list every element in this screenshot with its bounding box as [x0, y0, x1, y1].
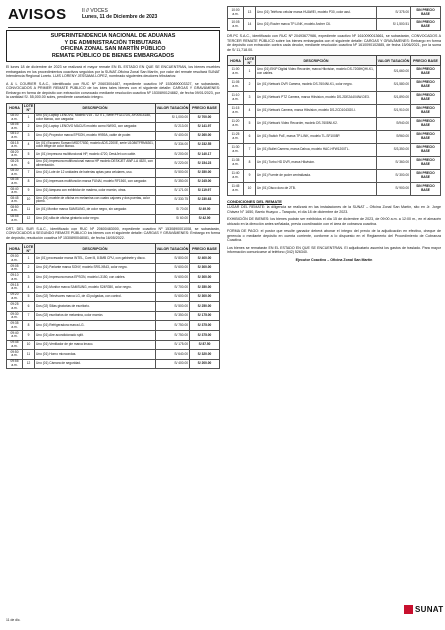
lots-table	[6, 103, 220, 224]
cell-precio: S/ 49.00	[190, 205, 220, 214]
cell-hora: 08:55 a.m.	[7, 214, 23, 223]
col-header-hora: HORA	[7, 244, 23, 254]
cell-lote: 3	[244, 92, 256, 105]
table-row	[228, 105, 441, 118]
publication-date: Lunes, 11 de Diciembre de 2023	[82, 14, 158, 20]
cell-descripcion: Uno (01) impresora multifunción marca FUNAI, modelo RF1560, con cargador.	[35, 177, 156, 186]
cell-valor: S/ 600.00	[156, 263, 190, 273]
table-row	[7, 254, 220, 264]
cell-valor: S/ 700.00	[156, 283, 190, 293]
table-row	[7, 187, 220, 196]
col-header-descripcion: DESCRIPCIÓN	[35, 244, 156, 254]
cell-lote: 4	[23, 141, 35, 150]
cell-descripcion: Uno (01) Cámara de seguridad.	[35, 359, 156, 369]
cell-hora: 10:00 a.m.	[228, 7, 244, 19]
col-header-lote: LOTE N°	[23, 244, 34, 253]
section-title: AVISOS	[8, 6, 67, 23]
cell-hora: 09:55 a.m.	[7, 359, 23, 369]
cell-valor: S/ 300.00	[377, 170, 411, 183]
cell-valor: S/ 900.00	[377, 183, 411, 196]
cell-descripcion: Uno (01) lámpara con exhibidor de madera, color marrón, otras.	[35, 187, 156, 196]
cell-valor: S/1,890.00	[377, 92, 411, 105]
table-header-row	[228, 56, 441, 66]
cell-lote: 3	[23, 131, 35, 140]
cell-hora: 08:50 a.m.	[7, 205, 23, 214]
cell-lote: 8	[23, 321, 35, 331]
table-row	[7, 263, 220, 273]
cell-precio: SIN PRECIO BASE	[411, 183, 441, 196]
cell-hora: 09:20 a.m.	[7, 292, 23, 302]
cell-descripcion: Uno (01) Monitor marca SAMSUNG, modelo S24R350, color negro.	[35, 283, 156, 293]
table-row	[7, 302, 220, 312]
lots-table	[6, 243, 220, 369]
cell-valor: S/ 330.75	[156, 196, 190, 205]
cell-hora: 10:05 a.m.	[228, 19, 244, 31]
cell-lote: 7	[244, 144, 256, 157]
cell-descripcion: Un (01) Network Camera, marca Hikvision, modelo DS-2CD1043G0-I.	[256, 105, 377, 118]
cell-descripcion: Un (01) Bullet Camera, marca Dahua, modelo HAC-HFW1200TL.	[256, 144, 377, 157]
cell-valor: S/ 800.00	[156, 254, 190, 264]
page-header	[8, 6, 220, 28]
cell-lote: 7	[23, 168, 35, 177]
table-row	[7, 141, 220, 150]
cell-hora: 09:05 a.m.	[7, 263, 23, 273]
col-header-hora: HORA	[7, 103, 23, 113]
cell-descripcion: Uno (01) Proyector marca EPSON, modelo H959A, cable de poder.	[35, 131, 156, 140]
notice-title-line: OFICINA ZONAL SAN MARTÍN PÚBLICO	[60, 46, 166, 52]
table-row	[7, 331, 220, 341]
col-header-precio: PRECIO BASE	[190, 103, 220, 113]
cell-lote: 1	[23, 254, 35, 264]
sunat-logo-text: SUNAT	[415, 605, 444, 614]
col-header-valor: VALOR TASACIÓN	[377, 56, 411, 66]
cell-precio: S/ 350.00	[190, 283, 220, 293]
cell-descripcion: Uno (01) Impresora multifuncional marca HP modelo DESKJET AWF-LA 4520, con alimentación.	[35, 159, 156, 168]
cell-descripcion: Un (01) Disco duro de 2TB.	[256, 183, 377, 196]
cell-valor: S/ 600.00	[156, 292, 190, 302]
cell-valor: S/960.00	[377, 131, 411, 144]
cell-valor: S/ 600.00	[156, 273, 190, 283]
cell-descripcion: Uno (01) Laptop LENOVO MACUS modelo como NW0G, con cargador.	[35, 122, 156, 131]
cell-valor: S/ 220.00	[156, 159, 190, 168]
cell-descripcion: Uno (01) silla de oficina giratoria color negro.	[35, 214, 156, 223]
cell-lote: 10	[23, 340, 35, 350]
cell-valor: S/ 360.00	[377, 157, 411, 170]
cell-lote: 5	[23, 150, 35, 159]
col-header-descripcion: DESCRIPCIÓN	[35, 103, 156, 113]
cell-precio: SIN PRECIO BASE	[411, 92, 441, 105]
cell-valor: S/ 334.00	[156, 141, 190, 150]
cell-descripcion: Uno (01) Laptop LENOVO, Modelo V15 - G2 ITL, Serie PF3J17DS, AY00514188, color blanco, con cargador.	[35, 113, 156, 122]
cell-hora: 11:05 a.m.	[228, 79, 244, 92]
cell-lote: 8	[23, 177, 35, 186]
table-row	[7, 283, 220, 293]
header-meta	[82, 8, 157, 20]
col-header-descripcion: DESCRIPCIÓN	[256, 56, 377, 66]
cell-hora: 11:35 a.m.	[228, 157, 244, 170]
cell-valor: S/ 350.00	[156, 311, 190, 321]
cell-hora: 11:40 a.m.	[228, 170, 244, 183]
table-row	[7, 150, 220, 159]
col-header-lote: LOTE N°	[23, 104, 34, 112]
cell-hora: 09:45 a.m.	[7, 340, 23, 350]
left-column	[6, 30, 220, 372]
cell-lote: 4	[23, 283, 35, 293]
cell-precio: S/ 320.00	[190, 350, 220, 360]
cell-hora: 09:10 a.m.	[7, 273, 23, 283]
cell-valor: S/ 171.00	[156, 187, 190, 196]
cell-lote: 9	[244, 170, 256, 183]
cell-descripcion: Un (01) Fuente de poder centralizada.	[256, 170, 377, 183]
cell-descripcion: Uno (01) Refrigeradora marca LG.	[35, 321, 156, 331]
cell-valor: S/ 175.00	[156, 340, 190, 350]
notice-title-line: SUPERINTENDENCIA NACIONAL DE ADUANAS	[50, 33, 176, 39]
cell-precio: S/ 300.00	[190, 263, 220, 273]
cell-valor: S/ 640.00	[156, 350, 190, 360]
lots-table-continued	[227, 6, 441, 31]
cell-descripcion: Un (01) Network Video Recorder, modelo DS-7608NI-K2.	[256, 118, 377, 131]
debtor-paragraph: DRT. DEL SUR S.A.C., identificado con RUC Nº 20600483000, expediente coactivo Nº 1530890001008, se subastarán, CONVOCADOS A SEGUNDO REMATE PÚBLICO los bienes con el siguiente detalle: CARGAS Y GRAVÁMENES: Embargo en forma de depósito, resolución coactiva Nº 1530890048081, de fecha 16/05/2022.	[6, 226, 220, 240]
lots-table	[227, 55, 441, 196]
cell-hora: 09:15 a.m.	[7, 283, 23, 293]
cell-precio: S/ 200.00	[190, 359, 220, 369]
cell-precio: S/ 87.50	[190, 340, 220, 350]
cell-descripcion: Uno (01) Parlante marca SONY, modelo SRS-XB43, color negro.	[35, 263, 156, 273]
table-row	[228, 131, 441, 144]
cell-hora: 09:00 a.m.	[7, 254, 23, 264]
table-row	[7, 273, 220, 283]
cell-valor: S/ 70.00	[156, 205, 190, 214]
cell-lote: 5	[244, 118, 256, 131]
cell-lote: 2	[244, 79, 256, 92]
cell-hora: 09:25 a.m.	[7, 302, 23, 312]
cell-descripcion: Un (01) Network DVR Camera, modelo DS-7604NI-K1, color negro.	[256, 79, 377, 92]
sunat-logo-icon	[404, 605, 413, 614]
cell-precio: S/ 300.00	[190, 292, 220, 302]
notice-title-line: REMATE PÚBLICO DE BIENES EMBARGADOS	[51, 52, 175, 59]
cell-precio: S/ 175.00	[190, 311, 220, 321]
cell-descripcion: Un (01) Monitor marca SAMSUNG, de color negro, sin cargador.	[35, 205, 156, 214]
cell-precio: S/ 300.00	[190, 273, 220, 283]
cell-descripcion: Dos (02) Sillas giratorias de escritorio.	[35, 302, 156, 312]
table-row	[7, 113, 220, 122]
cell-descripcion: Un (01) procesador marca INTEL, Core i5, 8.5MB CPU, con gabinete y disco.	[35, 254, 156, 264]
signature-line: Ejecutor Coactivo – Oficina Zonal San Martín	[295, 257, 373, 262]
cell-hora: 09:30 a.m.	[7, 311, 23, 321]
debtor-paragraph: A & L COURIER S.A.C., identificado con RUC Nº 20603004487, expediente coactivo Nº 1530890003327, se subastarán, CONVOCADOS A PRIMER REMATE PÚBLICO de los lotes tales bienes con el siguiente detalle: CARGAS Y GRAVÁMENES: Embargo en forma de depósito con extracción convocado mediante resolución coactiva Nº 1530890124882, de fecha 09/01/2023, por la cantidad S/. 55,000.00 soles, pendiente cancelado íntegro.	[6, 81, 220, 99]
notice-title-box	[6, 30, 220, 62]
condition-paragraph: EXHIBICIÓN DE BIENES: los bienes podrán ser exhibidos el día 15 de diciembre de 2023, de 09:00 a.m. a 12:00 m., en el almacén ubicado en la dirección antes señalada, previa coordinación con el área de cobranza coactiva.	[227, 217, 441, 226]
col-header-valor: VALOR TASACIÓN	[156, 244, 190, 254]
cell-lote: 2	[23, 122, 35, 131]
cell-precio: SIN PRECIO BASE	[411, 144, 441, 157]
cell-valor: S/ 1,000.00	[156, 113, 190, 122]
cell-descripcion: Un (01) Impresora multifuncional HP, modelo 4720, DeskJet con cable.	[35, 150, 156, 159]
cell-lote: 11	[23, 350, 35, 360]
cell-precio: S/ 700.00	[190, 113, 220, 122]
table-row	[7, 205, 220, 214]
col-header-precio: PRECIO BASE	[411, 56, 441, 66]
table-row	[7, 196, 220, 205]
cell-valor: S/ 350.00	[156, 177, 190, 186]
cell-precio: SIN PRECIO BASE	[411, 157, 441, 170]
cell-valor: S/ 400.00	[156, 359, 190, 369]
condition-paragraph: LUGAR DEL REMATE: la diligencia se realizará en las instalaciones de la SUNAT – Oficina Zonal San Martín, sito en Jr. Jorge Chávez N° 1650, Barrio Huayco – Tarapoto, el día 18 de diciembre de 2023.	[227, 205, 441, 214]
cell-descripcion: Un (01) Turbo HD DVR, marca Hikvision.	[256, 157, 377, 170]
condition-paragraph: FORMA DE PAGO: el postor que resulte ganador deberá abonar el íntegro del precio de la adjudicación en efectivo, cheque de gerencia o mediante depósito en cuenta corriente, conforme a lo dispuesto en el Reglamento del Procedimiento de Cobranza Coactiva.	[227, 229, 441, 242]
cell-lote: 8	[244, 157, 256, 170]
cell-precio: SIN PRECIO BASE	[411, 79, 441, 92]
cell-hora: 08:00 a.m.	[7, 113, 23, 122]
table-row	[7, 292, 220, 302]
cell-precio: S/ 400.00	[190, 254, 220, 264]
debtor-paragraph: DR.PC S.A.C., identificado con RUC Nº 20493677986, expediente coactivo Nº 1610090013661, se subastarán, CONVOCADOS A TERCER REMATE PÚBLICO sobre los bienes embargados con el siguiente detalle: CARGAS Y GRAVÁMENES: Embargo en forma de depósito con extracción contra cada deudor, mediante resolución coactiva Nº 1610090102885, de fecha 15/06/2021, por la suma de S/ 11,718.00.	[227, 34, 441, 52]
cell-descripcion: Dos (02) Televisores marca LG, de 43 pulgadas, con control.	[35, 292, 156, 302]
cell-valor: S/ 375.00	[377, 7, 411, 19]
cell-descripcion: Uno (01) Aire acondicionado split.	[35, 331, 156, 341]
cell-lote: 6	[23, 159, 35, 168]
cell-lote: 11	[23, 205, 35, 214]
cell-valor: S/ 750.00	[156, 331, 190, 341]
cell-descripcion: Un (01) Switch PoE, marca TP-LINK, modelo TL-SF1008P.	[256, 131, 377, 144]
cell-precio: S/ 232.55	[190, 141, 220, 150]
cell-hora: 11:25 a.m.	[228, 131, 244, 144]
cell-descripcion: Uno (01) Router marca TP-LINK, modelo Archer C6.	[256, 19, 377, 31]
col-header-precio: PRECIO BASE	[190, 244, 220, 254]
cell-lote: 1	[244, 66, 256, 79]
cell-precio: S/ 42.00	[190, 214, 220, 223]
cell-lote: 12	[23, 359, 35, 369]
cell-hora: 11:45 a.m.	[228, 183, 244, 196]
table-row	[228, 170, 441, 183]
cell-hora: 11:30 a.m.	[228, 144, 244, 157]
cell-lote: 10	[23, 196, 35, 205]
col-header-hora: HORA	[228, 56, 244, 66]
cell-precio: S/ 350.00	[190, 168, 220, 177]
cell-precio: S/ 260.00	[190, 131, 220, 140]
condition-paragraph: Los bienes se rematarán EN EL ESTADO EN QUE SE ENCUENTRAN. El adjudicatario asumirá los gastos de traslado. Para mayor información comunicarse al teléfono (042) 526340.	[227, 245, 441, 254]
table-row	[228, 118, 441, 131]
cell-precio: S/ 119.97	[190, 187, 220, 196]
section-label: II // VOCES	[82, 8, 108, 14]
table-row	[7, 168, 220, 177]
conditions-heading: CONDICIONES DEL REMATE	[227, 199, 282, 204]
table-row	[7, 340, 220, 350]
cell-descripcion: Un (01) Escaneo Somaxi MSD77830, modelo ADS-2200E, serie U1086TFRM6301, color beige de color blanco.	[36, 140, 154, 149]
cell-lote: 6	[244, 131, 256, 144]
table-row	[7, 214, 220, 223]
page-footer-date: 11 de dic.	[6, 618, 21, 622]
col-header-lote: LOTE N°	[244, 56, 255, 65]
cell-valor: S/ 1,500.51	[377, 19, 411, 31]
table-row	[7, 159, 220, 168]
cell-hora: 11:20 a.m.	[228, 118, 244, 131]
cell-hora: 11:10 a.m.	[228, 92, 244, 105]
cell-hora: 08:10 a.m.	[7, 131, 23, 140]
cell-lote: 7	[23, 311, 35, 321]
cell-valor: S/940.00	[377, 118, 411, 131]
table-row	[228, 144, 441, 157]
cell-hora: 08:25 a.m.	[7, 159, 23, 168]
cell-valor: S/ 500.00	[156, 168, 190, 177]
cell-hora: 08:40 a.m.	[7, 187, 23, 196]
table-row	[7, 311, 220, 321]
cell-descripcion: Uno (01) Impresora marca EPSON, modelo L3150, con cables.	[35, 273, 156, 283]
cell-descripcion: Uno (01) Teléfono celular marca HUAWEI, modelo P30, color azul.	[256, 7, 377, 19]
cell-valor: S/ 60.00	[156, 214, 190, 223]
cell-lote: 9	[23, 331, 35, 341]
cell-valor: S/ 750.00	[156, 321, 190, 331]
cell-valor: S/1,910.00	[377, 105, 411, 118]
cell-valor: S/ 400.00	[156, 131, 190, 140]
cell-precio: SIN PRECIO BASE	[411, 19, 441, 31]
cell-lote: 12	[23, 214, 35, 223]
notice-title-line: Y DE ADMINISTRACIÓN TRIBUTARIA	[64, 39, 162, 46]
intro-paragraph: El lunes 18 de diciembre de 2023 se realizará el mayor remate EN EL ESTADO EN QUE SE ENCUENTRAN, los bienes muebles embargados en los procedimientos coactivos seguidos por la SUNAT-Oficina Zonal San Martín, por valor del remate resultará SUNAT Intendencia Regional Loreto. LUIS LORENY JESSAMA LOPEZ, nombrado siguientes deudores tributarios:	[6, 65, 220, 78]
cell-descripcion: Uno (01) mueble de oficina en melamina con cuatro cajones y dos puertas, color plomo.	[35, 196, 156, 205]
cell-precio: SIN PRECIO BASE	[411, 66, 441, 79]
table-row	[7, 359, 220, 369]
cell-precio: S/ 154.23	[190, 159, 220, 168]
table-row	[228, 66, 441, 79]
cell-descripcion: Uno (01) EKIP Digital Video Recorder, marca Hikvision, modelo DS-7208HQHI-K1, con cables.	[256, 66, 377, 79]
cell-descripcion: Uno (01) Ventilador de pie marca Imaco.	[35, 340, 156, 350]
cell-descripcion: Un (01) Network PTZ Camera, marca Hikvision, modelo DS-2DE2A404IW-DE3.	[256, 92, 377, 105]
cell-valor: S/1,580.00	[377, 79, 411, 92]
cell-hora: 08:35 a.m.	[7, 177, 23, 186]
cell-hora: 11:00 a.m.	[228, 66, 244, 79]
cell-precio: S/ 245.00	[190, 177, 220, 186]
cell-precio: S/ 375.00	[190, 331, 220, 341]
cell-precio: SIN PRECIO BASE	[411, 170, 441, 183]
table-row	[228, 157, 441, 170]
cell-lote: 4	[244, 105, 256, 118]
right-column	[227, 6, 441, 265]
cell-lote: 1	[23, 113, 35, 122]
cell-hora: 08:30 a.m.	[7, 168, 23, 177]
cell-lote: 5	[23, 292, 35, 302]
cell-hora: 11:15 a.m.	[228, 105, 244, 118]
cell-hora: 09:35 a.m.	[7, 321, 23, 331]
cell-precio: S/ 140.17	[190, 150, 220, 159]
cell-valor: S/ 500.00	[156, 302, 190, 312]
cell-lote: 10	[244, 183, 256, 196]
cell-descripcion: Uno (01) Lote de 12 unidades de baterías aptas para celulares, uso.	[35, 168, 156, 177]
cell-lote: 6	[23, 302, 35, 312]
cell-precio: S/ 375.00	[190, 321, 220, 331]
table-row	[7, 321, 220, 331]
cell-precio: S/ 250.00	[190, 302, 220, 312]
cell-lote: 3	[23, 273, 35, 283]
cell-valor: S/1,660.00	[377, 66, 411, 79]
cell-precio: SIN PRECIO BASE	[411, 7, 441, 19]
table-row	[228, 183, 441, 196]
cell-hora: 08:20 a.m.	[7, 150, 23, 159]
table-header-row	[7, 103, 220, 113]
table-row	[228, 7, 441, 19]
table-header-row	[7, 244, 220, 254]
table-row	[228, 19, 441, 31]
cell-descripcion: Uno (01) Horno microondas.	[35, 350, 156, 360]
table-row	[7, 177, 220, 186]
cell-hora: 09:50 a.m.	[7, 350, 23, 360]
table-row	[228, 79, 441, 92]
cell-lote: 2	[23, 263, 35, 273]
cell-valor: S/3,350.00	[377, 144, 411, 157]
table-row	[228, 92, 441, 105]
cell-precio: S/ 230.63	[190, 196, 220, 205]
cell-hora: 08:45 a.m.	[7, 196, 23, 205]
cell-precio: SIN PRECIO BASE	[411, 105, 441, 118]
table-row	[7, 122, 220, 131]
sunat-logo	[404, 604, 444, 616]
cell-hora: 08:15 a.m.	[7, 141, 23, 150]
cell-precio: S/ 141.97	[190, 122, 220, 131]
table-row	[7, 350, 220, 360]
col-header-valor: VALOR TASACIÓN	[156, 103, 190, 113]
cell-lote: 9	[23, 187, 35, 196]
cell-valor: S/ 213.00	[156, 122, 190, 131]
cell-lote: 13	[244, 7, 256, 19]
table-row	[7, 131, 220, 140]
cell-precio: SIN PRECIO BASE	[411, 131, 441, 144]
cell-descripcion: Dos (02) escritorios de melamina, color marrón.	[35, 311, 156, 321]
cell-precio: SIN PRECIO BASE	[411, 118, 441, 131]
cell-lote: 14	[244, 19, 256, 31]
cell-hora: 09:40 a.m.	[7, 331, 23, 341]
cell-valor: S/ 200.00	[156, 150, 190, 159]
cell-hora: 08:05 a.m.	[7, 122, 23, 131]
